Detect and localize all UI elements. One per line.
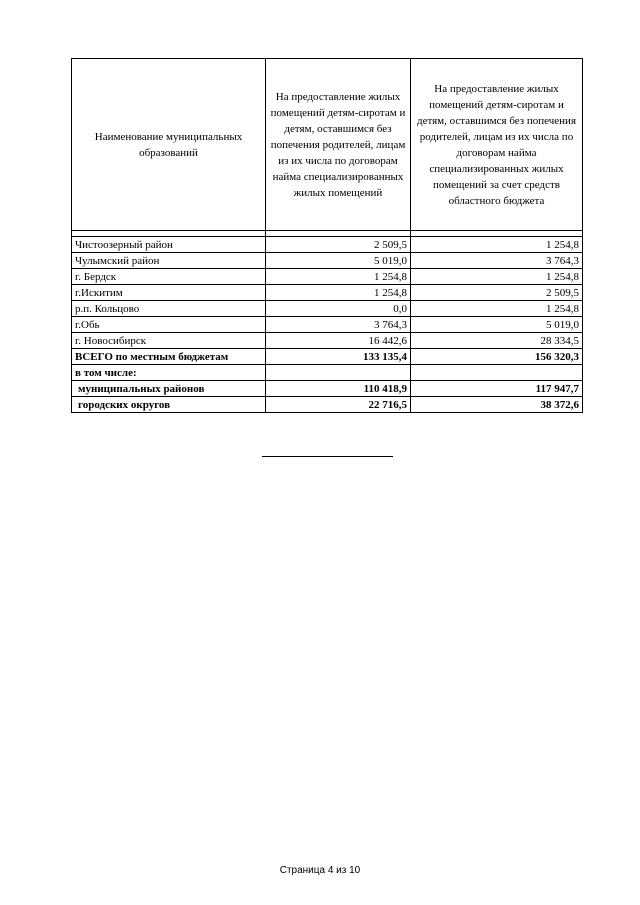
horizontal-divider	[262, 456, 393, 457]
table-row	[72, 269, 583, 285]
subtotal-value-2: 38 372,6	[411, 397, 583, 413]
budget-table	[71, 58, 583, 413]
row-value-2: 28 334,5	[411, 333, 583, 349]
header-specialized-housing: На предоставление жилых помещений детям-сиротам и детям, оставшимся без попечения родителей, лицам из их числа по договорам найма специализированных жилых помещений	[266, 59, 411, 231]
including-row	[72, 365, 583, 381]
row-value-1: 16 442,6	[266, 333, 411, 349]
total-row	[72, 349, 583, 365]
table-row	[72, 285, 583, 301]
row-value-1: 1 254,8	[266, 285, 411, 301]
including-label: в том числе:	[72, 365, 266, 381]
row-value-2: 1 254,8	[411, 269, 583, 285]
page-number: Страница 4 из 10	[279, 865, 361, 876]
subtotal-label: городских округов	[72, 397, 266, 413]
row-value-2: 3 764,3	[411, 253, 583, 269]
total-label: ВСЕГО по местным бюджетам	[72, 349, 266, 365]
row-name: г.Обь	[72, 317, 266, 333]
row-value-2: 5 019,0	[411, 317, 583, 333]
table-row	[72, 253, 583, 269]
table-header-row	[72, 59, 583, 231]
row-value-1: 5 019,0	[266, 253, 411, 269]
row-name: Чулымский район	[72, 253, 266, 269]
row-value-2: 2 509,5	[411, 285, 583, 301]
subtotal-value-1: 22 716,5	[266, 397, 411, 413]
subtotal-value-2: 117 947,7	[411, 381, 583, 397]
total-value-1: 133 135,4	[266, 349, 411, 365]
row-value-2: 1 254,8	[411, 301, 583, 317]
row-value-1: 3 764,3	[266, 317, 411, 333]
subtotal-value-1: 110 418,9	[266, 381, 411, 397]
subtotal-row	[72, 397, 583, 413]
row-value-1: 2 509,5	[266, 237, 411, 253]
row-value-2: 1 254,8	[411, 237, 583, 253]
header-municipality: Наименование муниципальных образований	[72, 59, 266, 231]
table-row	[72, 237, 583, 253]
row-value-1: 1 254,8	[266, 269, 411, 285]
subtotal-label: муниципальных районов	[72, 381, 266, 397]
row-name: р.п. Кольцово	[72, 301, 266, 317]
subtotal-row	[72, 381, 583, 397]
table-row	[72, 317, 583, 333]
row-name: Чистоозерный район	[72, 237, 266, 253]
table-row	[72, 333, 583, 349]
table-row	[72, 301, 583, 317]
row-value-1: 0,0	[266, 301, 411, 317]
header-regional-budget: На предоставление жилых помещений детям-сиротам и детям, оставшимся без попечения родителей, лицам из их числа по договорам найма специализированных жилых помещений за счет средств областного бюджета	[411, 59, 583, 231]
total-value-2: 156 320,3	[411, 349, 583, 365]
row-name: г. Бердск	[72, 269, 266, 285]
row-name: г.Искитим	[72, 285, 266, 301]
row-name: г. Новосибирск	[72, 333, 266, 349]
